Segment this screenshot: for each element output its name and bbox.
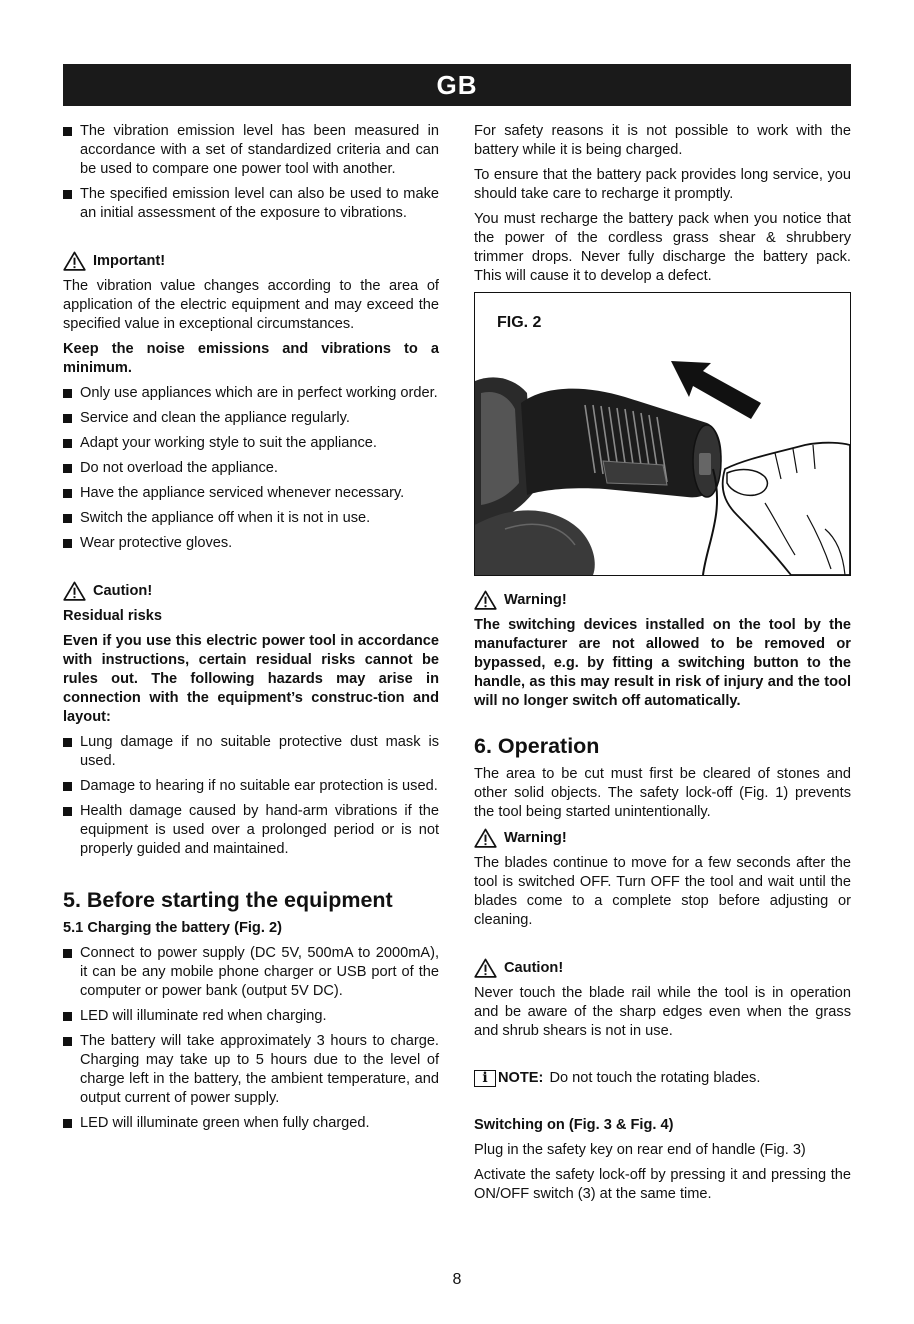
- warning-body: The switching devices installed on the tool by the manufacturer are not allowed to be removed or bypassed, e.g. by fitting a switching button to the handle, as this may result in risk of injury and the tool will no longer switch off automatically.: [474, 617, 851, 709]
- paragraph: To ensure that the battery pack provides long service, you should take care to recharge it promptly.: [474, 167, 851, 202]
- page-number: 8: [452, 1271, 462, 1288]
- list-item: The battery will take approximately 3 hours to charge. Charging may take up to 5 hours due to the level of charge left in the battery, the ambient temperature, and output current of power supply.: [63, 1032, 439, 1108]
- caution-heading: [63, 581, 439, 601]
- list-item: LED will illuminate green when fully charged.: [63, 1114, 439, 1133]
- list-item: Service and clean the appliance regularly.: [63, 409, 439, 428]
- hazard-bullet-list: [63, 733, 439, 859]
- caution-title-right: Caution!: [504, 959, 564, 976]
- warning-heading-2: [474, 828, 851, 848]
- list-item: Only use appliances which are in perfect working order.: [63, 384, 439, 403]
- figure-2: [474, 292, 851, 576]
- caution-heading-right: [474, 958, 851, 978]
- info-icon: [474, 1070, 496, 1087]
- keep-heading: Keep the noise emissions and vibrations to a minimum.: [63, 341, 439, 376]
- warning-heading: [474, 590, 851, 610]
- left-column: [63, 122, 439, 1139]
- intro-bullet-list: [63, 122, 439, 223]
- section-5-title: 5. Before starting the equipment: [63, 888, 393, 912]
- important-body: The vibration value changes according to the area of application of the electric equipment and may exceed the specified value in exceptional circumstances.: [63, 278, 439, 332]
- paragraph: Activate the safety lock-off by pressing it and pressing the ON/OFF switch (3) at the same time.: [474, 1167, 851, 1202]
- charging-bullet-list: [63, 944, 439, 1133]
- section-6-title: 6. Operation: [474, 734, 600, 758]
- warning-triangle-icon: [63, 581, 86, 601]
- figure-label: FIG. 2: [497, 314, 542, 331]
- list-item: Damage to hearing if no suitable ear protection is used.: [63, 777, 439, 796]
- warning-title-2: Warning!: [504, 829, 567, 846]
- list-item: LED will illuminate red when charging.: [63, 1007, 439, 1026]
- note: [474, 1069, 851, 1088]
- warning-triangle-icon: [474, 958, 497, 978]
- operation-body: The area to be cut must first be cleared of stones and other solid objects. The safety lock-off (Fig. 1) prevents the tool being started unintentionally.: [474, 766, 851, 820]
- list-item: Lung damage if no suitable protective dust mask is used.: [63, 733, 439, 771]
- paragraph: For safety reasons it is not possible to work with the battery while it is being charged.: [474, 123, 851, 158]
- list-item: Connect to power supply (DC 5V, 500mA to 2000mA), it can be any mobile phone charger or USB port of the computer or power bank (output 5V DC).: [63, 944, 439, 1001]
- paragraph: Plug in the safety key on rear end of handle (Fig. 3): [474, 1142, 806, 1158]
- list-item: The specified emission level can also be used to make an initial assessment of the exposure to vibrations.: [63, 185, 439, 223]
- language-code: GB: [436, 69, 478, 100]
- caution-body-right: Never touch the blade rail while the tool is in operation and be aware of the sharp edges even when the grass and shrub shears is not in use.: [474, 985, 851, 1039]
- list-item: Health damage caused by hand-arm vibrations if the equipment is used over a prolonged period or is not properly guided and maintained.: [63, 802, 439, 859]
- list-item: Adapt your working style to suit the appliance.: [63, 434, 439, 453]
- warning-body-2: The blades continue to move for a few seconds after the tool is switched OFF. Turn OFF the tool and wait until the blades come to a complete stop before adjusting or cleaning.: [474, 855, 851, 928]
- list-item: Do not overload the appliance.: [63, 459, 439, 478]
- important-heading: [63, 251, 439, 271]
- section-header-bar: [63, 64, 851, 106]
- warning-title: Warning!: [504, 591, 567, 608]
- maintenance-bullet-list: [63, 384, 439, 553]
- section-5-1-title: 5.1 Charging the battery (Fig. 2): [63, 920, 282, 936]
- list-item: Have the appliance serviced whenever necessary.: [63, 484, 439, 503]
- warning-triangle-icon: [63, 251, 86, 271]
- residual-risks-heading: Residual risks: [63, 608, 162, 624]
- note-label: NOTE:: [498, 1070, 544, 1086]
- list-item: Switch the appliance off when it is not in use.: [63, 509, 439, 528]
- right-column: [474, 122, 851, 1210]
- residual-risks-body: Even if you use this electric power tool in accordance with instructions, certain residual risks cannot be rules out. The following hazards may arise in connection with the equipment’s construc-tion and layout:: [63, 633, 439, 725]
- charging-illustration: [475, 293, 850, 575]
- list-item: The vibration emission level has been measured in accordance with a set of standardized criteria and can be used to compare one power tool with another.: [63, 122, 439, 179]
- important-title: Important!: [93, 252, 166, 269]
- note-text: Do not touch the rotating blades.: [545, 1070, 761, 1086]
- caution-title: Caution!: [93, 582, 153, 599]
- switching-on-title: Switching on (Fig. 3 & Fig. 4): [474, 1117, 674, 1133]
- paragraph: You must recharge the battery pack when you notice that the power of the cordless grass shear & shrubbery trimmer drops. Never fully discharge the battery pack. This will cause it to develop a defect.: [474, 211, 851, 284]
- warning-triangle-icon: [474, 590, 497, 610]
- list-item: Wear protective gloves.: [63, 534, 439, 553]
- warning-triangle-icon: [474, 828, 497, 848]
